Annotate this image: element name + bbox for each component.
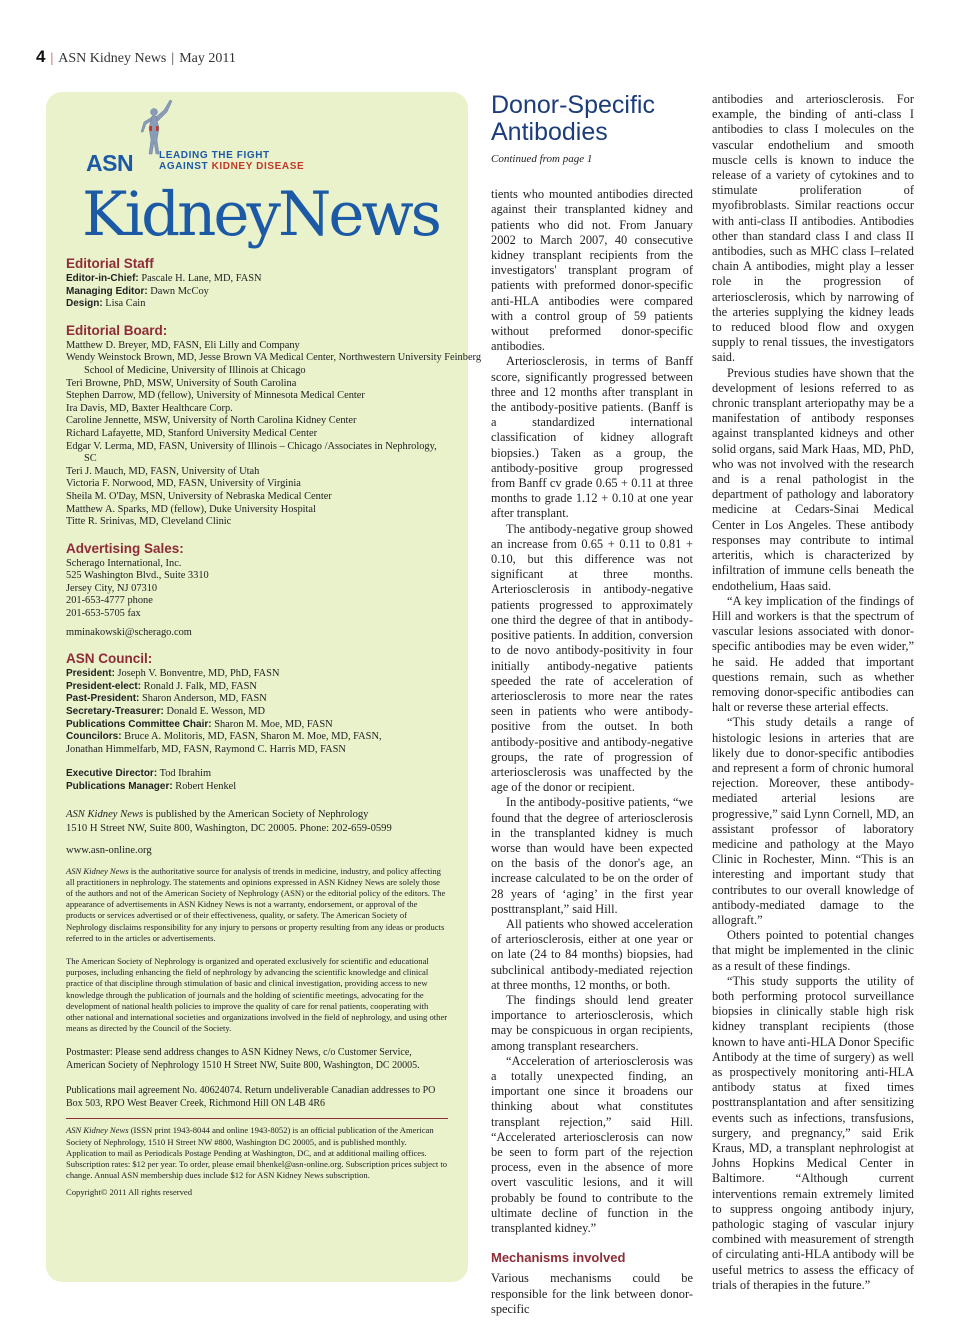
- article-column-1: [491, 92, 693, 1317]
- logo: [66, 92, 448, 254]
- board-member: Sheila M. O'Day, MSN, University of Nebraska Medical Center: [66, 490, 332, 502]
- website-link[interactable]: www.asn-online.org: [66, 844, 152, 856]
- role-label: President:: [66, 668, 115, 680]
- masthead-panel: [46, 92, 482, 1282]
- role-line: [66, 706, 448, 719]
- paragraph: The antibody-negative group showed an increase from 0.65 + 0.11 to 0.81 + 0.10, but this difference was not significant at three months. Arteriosclerosis in antibody-negative patients progressed to approximately one third the degree of that in antibody-positive patients. In addition, conversion to de novo antibody-positivity in four initially antibody-negative patients speeded the rate of acceleration of arteriosclerosis to more near the rates seen in patients who were antibody-positive from the outset. In both antibody-positive and antibody-negative groups, the rate of progression of arteriosclerosis was unaffected by the age of the donor or recipient.: [491, 521, 693, 795]
- editorial-staff-list: [66, 273, 448, 311]
- board-member: Teri J. Mauch, MD, FASN, University of Utah: [66, 465, 260, 477]
- person-name: Robert Henkel: [175, 781, 237, 792]
- advertising-info: [66, 558, 448, 621]
- page-header: 4 | ASN Kidney News | May 2011: [36, 47, 236, 66]
- role-label: Secretary-Treasurer:: [66, 706, 164, 718]
- board-member: Ira Davis, MD, Baxter Healthcare Corp.: [66, 402, 233, 414]
- paragraph: “This study supports the utility of both performing protocol surveillance biopsies in clinically stable high risk kidney transplant recipients (those known to have anti-HLA Donor Specific Antibody at the time of surgery) as well as prospectively monitoring anti-HLA antibody status at fixed times posttransplantation and after sensitizing events such as infections, transfusions, surgery, and pregnancy,” said Erik Kraus, MD, a transplant nephrologist at Johns Hopkins Medical Center in Baltimore. “Although current interventions remain extremely limited to suppress ongoing antibody injury, pathologic staging of vascular injury combined with measurement of strength of circulating anti-HLA antibody will be useful metrics to assess the efficacy of trials of therapies in the future.”: [712, 973, 914, 1292]
- role-label: Editor-in-Chief:: [66, 273, 139, 284]
- person-name: Sharon M. Moe, MD, FASN: [214, 718, 333, 730]
- paragraph: The findings should lend greater importance to arteriosclerosis, which may be conspicuous in organ recipients, among transplant researchers.: [491, 992, 693, 1053]
- paragraph: “Acceleration of arteriosclerosis was a totally unexpected finding, an important one since it broadens our thinking about what constitutes transplant rejection,” said Hill. “Accelerated arteriosclerosis can now be seen to form part of the rejection process, even in the absence of more overt vasculitic lesions, and it will probably be found to contribute to the ultimate decline of function in the transplanted kidney.”: [491, 1053, 693, 1236]
- article-column-2: [712, 92, 914, 1293]
- paragraph: Arteriosclerosis, in terms of Banff score, significantly progressed between three and 12 months after transplant in the antibody-positive patients. (Banff is a standardized international classification of kidney allograft biopsies.) Taken as a group, the antibody-positive group progressed from Banff cv grade 0.65 + 0.11 at three months to grade 1.12 + 0.10 at one year after transplant.: [491, 354, 693, 521]
- kidney-news-wordmark: KidneyNews: [82, 179, 439, 250]
- person-name: Tod Ibrahim: [159, 768, 212, 780]
- role-line: [66, 719, 448, 732]
- mission-statement: The American Society of Nephrology is organized and operated exclusively for scientific and educational purposes, including enhancing the field of nephrology by advancing the scientific knowledge and clinical practice of that discipline through stimulation of basic and clinical investigation, providing access to new knowledge through the publication of journals and the holding of scientific meetings, advocating for the development of national health policies to improve the quality of care for renal patients, cooperating with other national and international societies and organizations involved in the field of nephrology, and using other means as directed by the Council of the Society.: [66, 956, 448, 1034]
- board-member: Edgar V. Lerma, MD, FASN, University of Illinois – Chicago /Associates in Nephrology,: [66, 440, 437, 452]
- paragraph: antibodies and arteriosclerosis. For example, the binding of anti-class I antibodies to class I molecules on the vascular endothelium and smooth muscle cells is known to induce the release of a variety of cytokines and to stimulate proliferation of myofibroblasts. Similar reactions occur with anti-class II antibodies. Antibodies other than standard class I and class II antibodies, such as MHC class I–related chain A antibodies, might play a lesser role in the progression of arteriosclerosis, which by narrowing of the arteries supplying the kidney leads to reduced blood flow and oxygen supply to renal tissues, the investigators said.: [712, 92, 914, 365]
- executive-list: [66, 768, 448, 793]
- publication-name: ASN Kidney News: [58, 51, 167, 66]
- advertising-line: 525 Washington Blvd., Suite 3310: [66, 570, 209, 582]
- editorial-staff-heading: Editorial Staff: [66, 256, 154, 271]
- page-number: 4: [36, 47, 46, 66]
- board-member: Caroline Jennette, MSW, University of North Carolina Kidney Center: [66, 415, 357, 427]
- issn-statement: ASN Kidney News (ISSN print 1943-8044 and online 1943-8052) is an official publication of the American Society of Nephrology, 1510 H Street NW #800, Washington DC 20005, and is published monthly. Application to mail as Periodicals Postage Pending at Washington, DC, and at additional mailing offices. Subscription rates: $12 per year. To order, please email bhenkel@asn-online.org. Subscription prices subject to change. Annual ASN membership dues include $12 for ASN Kidney News subscription.: [66, 1125, 448, 1181]
- role-line: [66, 781, 448, 794]
- issue-date: May 2011: [179, 51, 236, 66]
- editorial-board-heading: Editorial Board:: [66, 322, 168, 338]
- board-member: SC: [84, 453, 97, 465]
- person-name: Ronald J. Falk, MD, FASN: [143, 680, 257, 692]
- role-line: [66, 744, 448, 757]
- person-name: Joseph V. Bonventre, MD, PhD, FASN: [117, 668, 280, 680]
- role-label: Design:: [66, 298, 103, 310]
- paragraph: Various mechanisms could be responsible for the link between donor-specific: [491, 1271, 693, 1316]
- board-member: Matthew D. Breyer, MD, FASN, Eli Lilly and Company: [66, 339, 300, 351]
- tagline: LEADING THE FIGHT AGAINST KIDNEY DISEASE: [159, 150, 305, 172]
- person-name: Lisa Cain: [105, 298, 146, 310]
- role-label: Publications Manager:: [66, 781, 173, 792]
- paragraph: Others pointed to potential changes that might be implemented in the clinic as a result of these findings.: [712, 928, 914, 973]
- article-title: Donor-Specific Antibodies: [491, 91, 655, 146]
- paragraph: tients who mounted antibodies directed against their transplanted kidney and patients who did not. From January 2002 to March 2007, 40 consecutive kidney transplant recipients from the investigators' transplant program of patients with preformed donor-specific anti-HLA antibodies were compared with a control group of 59 patients without preformed donor-specific antibodies.: [491, 187, 693, 354]
- figure-logo-icon: [138, 98, 182, 156]
- paragraph: Previous studies have shown that the development of lesions referred to as chronic transplant arteriopathy may be a manifestation of antibody responses against transplanted kidneys and other solid organs, said Mark Haas, MD, PhD, who was not involved with the research and is a renal pathologist in the department of pathology and laboratory medicine at Cedars-Sinai Medical Center in Los Angeles. These antibody responses may contribute to intimal arteritis, which is characterized by infiltration of immune cells beneath the endothelium, Haas said.: [712, 365, 914, 593]
- role-label: Publications Committee Chair:: [66, 718, 212, 730]
- advertising-line: 201-653-5705 fax: [66, 608, 141, 620]
- person-name: Bruce A. Molitoris, MD, FASN, Sharon M. Moe, MD, FASN,: [124, 731, 382, 743]
- publisher-statement: ASN Kidney News is published by the American Society of Nephrology 1510 H Street NW, Suite 800, Washington, DC 20005. Phone: 202-659-0599: [66, 808, 392, 834]
- council-list: [66, 668, 448, 756]
- continued-note: Continued from page 1: [491, 153, 593, 165]
- advertising-heading: Advertising Sales:: [66, 540, 184, 556]
- role-line: [66, 273, 448, 286]
- subheading-mechanisms: Mechanisms involved: [491, 1250, 626, 1266]
- role-line: [66, 693, 448, 706]
- board-member: Titte R. Srinivas, MD, Cleveland Clinic: [66, 516, 232, 528]
- board-member: Wendy Weinstock Brown, MD, Jesse Brown VA Medical Center, Northwestern University Feinberg: [66, 352, 482, 364]
- paragraph: “This study details a range of histologic lesions in arteries that are likely due to donor-specific antibodies and represent a form of chronic humoral rejection. Moreover, these antibody-mediated arterial lesions are progressive,” said Lynn Cornell, MD, an assistant professor of laboratory medicine and pathology at the Mayo Clinic in Rochester, Minn. “This is an interesting and important study that contributes to our overall knowledge of antibody-mediated damage to the allograft.”: [712, 715, 914, 927]
- role-line: [66, 668, 448, 681]
- role-label: Councilors:: [66, 731, 122, 743]
- disclaimer: ASN Kidney News is the authoritative source for analysis of trends in medicine, industry, and policy affecting all practitioners in nephrology. The statements and opinions expressed in ASN Kidney News are solely those of the authors and not of the American Society of Nephrology (ASN) or the editorial policy of the editors. The appearance of advertisements in ASN Kidney News is not a warranty, endorsement, or approval of the products or services advertised or of their effectiveness, quality, or safety. The American Society of Nephrology disclaims responsibility for any injury to persons or property resulting from any ideas or products referred to in the articles or advertisements.: [66, 865, 446, 943]
- copyright: Copyright© 2011 All rights reserved: [66, 1187, 193, 1198]
- role-label: Past-President:: [66, 693, 140, 705]
- person-name: Donald E. Wesson, MD: [166, 706, 265, 718]
- paragraph: In the antibody-positive patients, “we found that the degree of arteriosclerosis in the transplanted kidney is much worse than would have been expected on the basis of the donor's age, an increase calculated to be on the order of 28 years of ‘aging’ in the first year posttransplant,” said Hill.: [491, 795, 693, 916]
- board-member: Matthew A. Sparks, MD (fellow), Duke University Hospital: [66, 503, 316, 515]
- role-line: [66, 286, 448, 299]
- role-line: [66, 681, 448, 694]
- editorial-board-list: [66, 339, 482, 529]
- role-line: [66, 731, 448, 744]
- advertising-line: 201-653-4777 phone: [66, 595, 153, 607]
- board-member: Stephen Darrow, MD (fellow), University of Minnesota Medical Center: [66, 390, 365, 402]
- board-member: School of Medicine, University of Illinois at Chicago: [84, 364, 306, 376]
- asn-logo-text: ASN: [86, 150, 134, 176]
- column-2-body: [712, 92, 914, 1293]
- board-member: Victoria F. Norwood, MD, FASN, University of Virginia: [66, 478, 301, 490]
- person-name: Pascale H. Lane, MD, FASN: [141, 273, 262, 284]
- paragraph: “A key implication of the findings of Hill and workers is that the spectrum of vascular lesions associated with donor-specific antibodies may be even wider,” he said. He added that important questions remain, such as whether removing donor-specific antibodies can halt or reverse these arterial effects.: [712, 593, 914, 715]
- role-label: Executive Director:: [66, 768, 158, 780]
- person-name: Jonathan Himmelfarb, MD, FASN, Raymond C. Harris MD, FASN: [66, 743, 346, 755]
- role-label: Managing Editor:: [66, 285, 148, 297]
- postmaster-notice: Postmaster: Please send address changes to ASN Kidney News, c/o Customer Service, American Society of Nephrology 1510 H Street NW, Suite 800, Washington, DC 20005.: [66, 1047, 420, 1072]
- mail-agreement: Publications mail agreement No. 40624074. Return undeliverable Canadian addresses to PO Box 503, RPO West Beaver Creek, Richmond Hill ON L4B 4R6: [66, 1085, 436, 1110]
- divider: [66, 1118, 448, 1119]
- paragraph: All patients who showed acceleration of arteriosclerosis, either at one year or on late (24 to 84 months) biopsies, had subclinical antibody-mediated rejection at three months, 12 months, or both.: [491, 916, 693, 992]
- column-1-body: [491, 187, 693, 1236]
- advertising-line: Scherago International, Inc.: [66, 557, 182, 569]
- person-name: Sharon Anderson, MD, FASN: [141, 693, 267, 705]
- role-line: [66, 298, 448, 311]
- advertising-line: Jersey City, NJ 07310: [66, 582, 158, 594]
- advertising-email[interactable]: mminakowski@scherago.com: [66, 626, 192, 638]
- role-line: [66, 768, 448, 781]
- role-label: President-elect:: [66, 680, 142, 692]
- person-name: Dawn McCoy: [150, 285, 209, 297]
- council-heading: ASN Council:: [66, 651, 153, 667]
- board-member: Teri Browne, PhD, MSW, University of South Carolina: [66, 377, 297, 389]
- board-member: Richard Lafayette, MD, Stanford University Medical Center: [66, 427, 318, 439]
